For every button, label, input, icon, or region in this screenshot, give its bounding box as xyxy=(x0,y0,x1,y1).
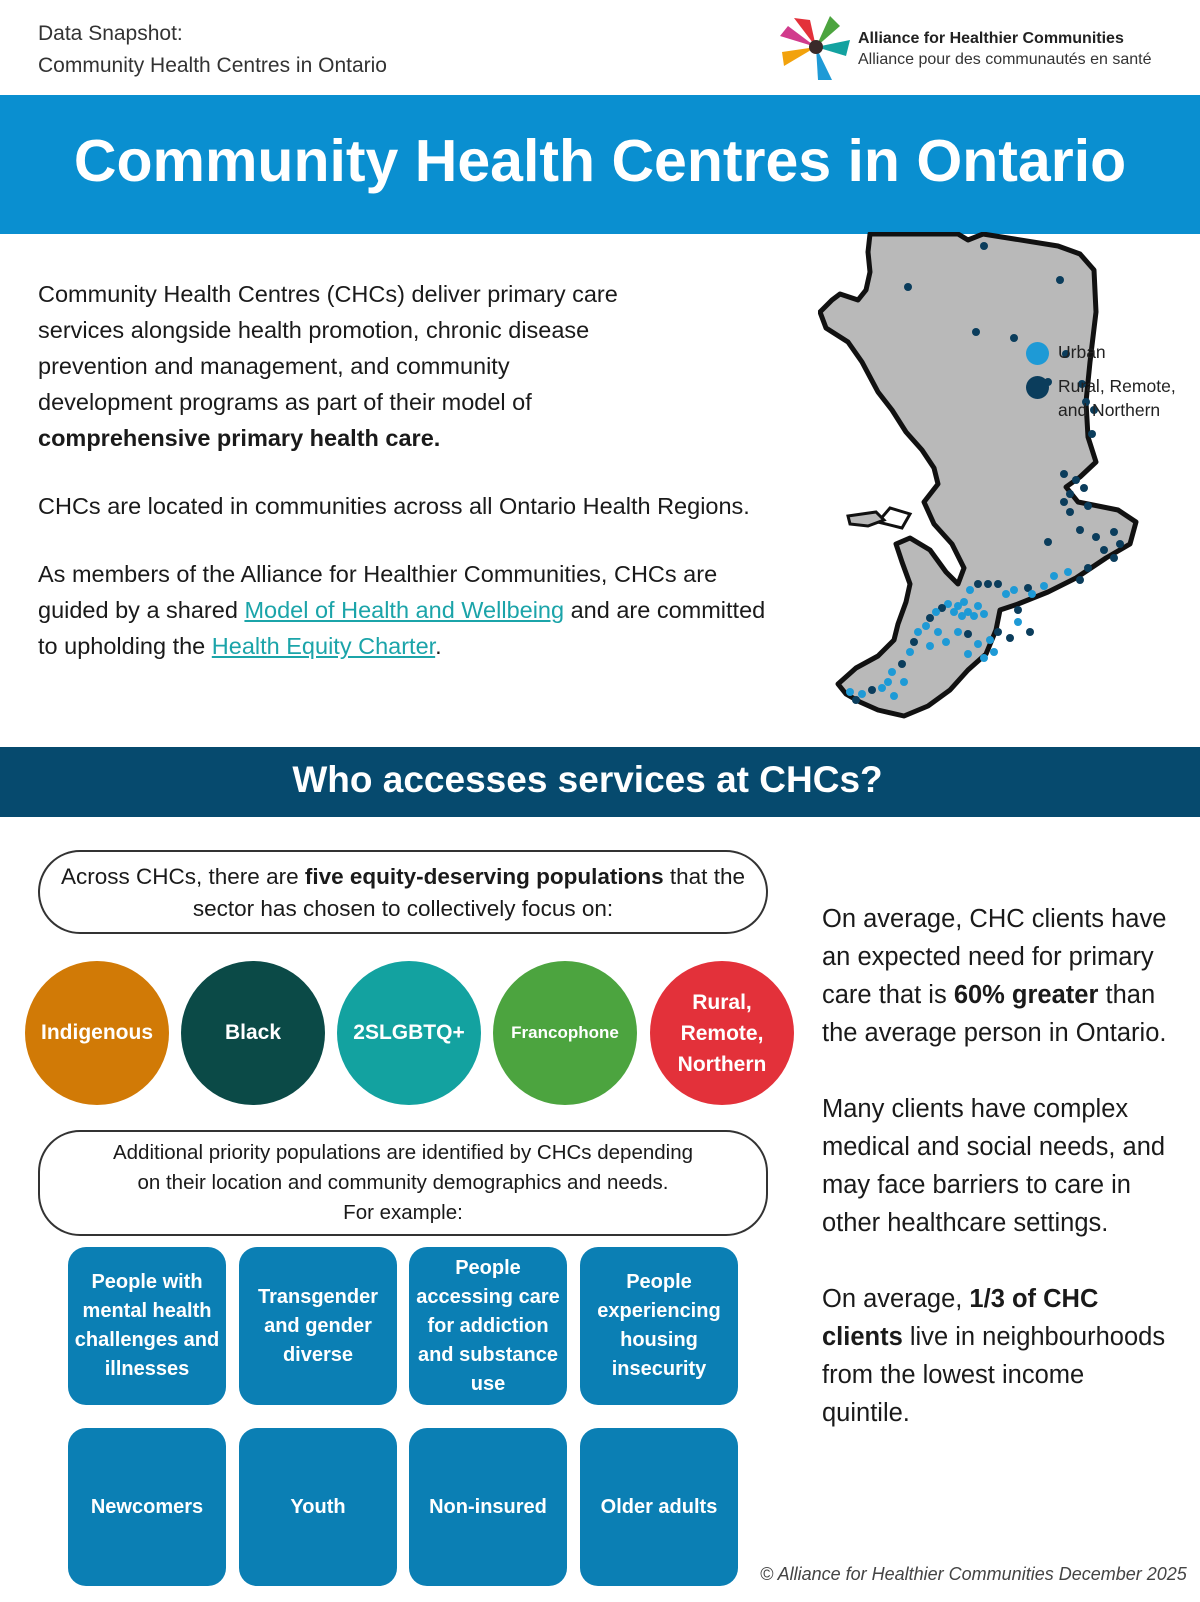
alliance-logo xyxy=(780,14,1180,84)
rural-chc-dot xyxy=(972,328,980,336)
rural-chc-dot xyxy=(1092,533,1100,541)
stat-1-b: than the average person in Ontario. xyxy=(822,981,1167,1047)
rural-chc-dot xyxy=(904,283,912,291)
population-rural-line-1: Rural, xyxy=(692,990,752,1014)
intro-p3-a: As members of the Alliance for Healthier Communities, CHCs are guided by a shared xyxy=(38,561,718,623)
logo-name-french: Alliance pour des communautés en santé xyxy=(858,51,1152,68)
legend-rural-line-2: and Northern xyxy=(1058,400,1161,420)
priority-newcomers-label: Newcomers xyxy=(90,1495,204,1518)
urban-chc-dot xyxy=(958,612,966,620)
intro-paragraph-2: CHCs are located in communities across all Ontario Health Regions. xyxy=(38,493,750,519)
rural-dot-icon xyxy=(1026,376,1049,399)
urban-chc-dot xyxy=(986,636,994,644)
urban-chc-dot xyxy=(884,678,892,686)
rural-chc-dot xyxy=(1110,554,1118,562)
page-title: Community Health Centres in Ontario xyxy=(73,128,1127,194)
snapshot-line-1: Data Snapshot: xyxy=(38,22,183,45)
population-rural-line-3: Northern xyxy=(677,1052,767,1076)
additional-line-1: Additional priority populations are identified by CHCs depending xyxy=(112,1141,694,1164)
urban-chc-dot xyxy=(980,610,988,618)
focus-text-a: Across CHCs, there are xyxy=(61,864,305,889)
urban-chc-dot xyxy=(888,668,896,676)
rural-chc-dot xyxy=(984,580,992,588)
population-indigenous-label: Indigenous xyxy=(41,1021,153,1044)
population-rural-remote-northern xyxy=(650,961,794,1105)
urban-chc-dot xyxy=(932,608,940,616)
rural-chc-dot xyxy=(868,686,876,694)
priority-non-insured xyxy=(409,1428,567,1586)
rural-chc-dot xyxy=(1084,564,1092,572)
section-title: Who accesses services at CHCs? xyxy=(292,759,883,800)
urban-chc-dot xyxy=(890,692,898,700)
rural-chc-dot xyxy=(1116,540,1124,548)
title-banner xyxy=(0,95,1200,234)
urban-chc-dot xyxy=(926,642,934,650)
priority-housing-label: People experiencing housing insecurity xyxy=(597,1271,721,1380)
rural-chc-dot xyxy=(1006,634,1014,642)
population-indigenous xyxy=(25,961,169,1105)
rural-chc-dot xyxy=(1110,528,1118,536)
urban-chc-dot xyxy=(858,690,866,698)
rural-chc-dot xyxy=(1088,430,1096,438)
priority-newcomers xyxy=(68,1428,226,1586)
priority-addiction-label: People accessing care for addiction and substance use xyxy=(416,1256,560,1395)
urban-chc-dot xyxy=(1002,590,1010,598)
priority-mental-health xyxy=(68,1247,226,1405)
urban-chc-dot xyxy=(1010,586,1018,594)
stat-1-a: On average, CHC clients have an expected need for primary care that is xyxy=(822,905,1167,1009)
rural-chc-dot xyxy=(1014,606,1022,614)
health-equity-charter-link[interactable]: Health Equity Charter xyxy=(211,633,436,659)
population-francophone xyxy=(493,961,637,1105)
snapshot-line-2: Community Health Centres in Ontario xyxy=(38,54,387,77)
urban-chc-dot xyxy=(970,612,978,620)
rural-chc-dot xyxy=(1044,538,1052,546)
priority-older-adults-label: Older adults xyxy=(600,1495,718,1518)
intro-p3-c: . xyxy=(435,633,442,659)
snapshot-heading xyxy=(38,18,387,82)
urban-dot-icon xyxy=(1026,342,1049,365)
rural-chc-dot xyxy=(1076,526,1084,534)
intro-text xyxy=(38,276,808,696)
priority-transgender xyxy=(239,1247,397,1405)
rural-chc-dot xyxy=(1100,546,1108,554)
urban-chc-dot xyxy=(974,640,982,648)
priority-older-adults xyxy=(580,1428,738,1586)
intro-paragraph-3 xyxy=(38,556,778,664)
stats-column xyxy=(822,900,1172,1470)
manitoulin-island-icon xyxy=(848,512,884,526)
priority-housing xyxy=(580,1247,738,1405)
urban-chc-dot xyxy=(966,586,974,594)
rural-chc-dot xyxy=(1072,476,1080,484)
rural-chc-dot xyxy=(1084,502,1092,510)
stat-3-bold: 1/3 of CHC clients xyxy=(822,1285,1099,1351)
urban-chc-dot xyxy=(990,648,998,656)
rural-chc-dot xyxy=(1066,490,1074,498)
rural-chc-dot xyxy=(1060,470,1068,478)
rural-chc-dot xyxy=(898,660,906,668)
urban-chc-dot xyxy=(878,684,886,692)
legend-rural-line-1: Rural, Remote, xyxy=(1058,376,1176,396)
additional-line-2: on their location and community demographics and needs. xyxy=(137,1171,669,1194)
model-of-health-link[interactable]: Model of Health and Wellbeing xyxy=(244,597,565,623)
population-black xyxy=(181,961,325,1105)
priority-non-insured-label: Non-insured xyxy=(429,1495,547,1518)
stat-complex-needs: Many clients have complex medical and social needs, and may face barriers to care in other healthcare settings. xyxy=(822,1095,1166,1237)
rural-chc-dot xyxy=(994,580,1002,588)
urban-chc-dot xyxy=(980,654,988,662)
focus-text-bold: five equity-deserving populations xyxy=(304,864,664,889)
focus-populations-callout xyxy=(38,850,768,934)
urban-chc-dot xyxy=(1064,568,1072,576)
intro-p1-text: Community Health Centres (CHCs) deliver primary care services alongside health promotion, chronic disease prevention and management, and community development programs as part of their model of xyxy=(38,281,618,415)
copyright-footer: © Alliance for Healthier Communities December 2025 xyxy=(760,1564,1187,1584)
priority-addiction xyxy=(409,1247,567,1405)
urban-chc-dot xyxy=(964,650,972,658)
rural-chc-dot xyxy=(910,638,918,646)
rural-chc-dot xyxy=(964,630,972,638)
rural-chc-dot xyxy=(926,614,934,622)
urban-chc-dot xyxy=(1028,590,1036,598)
intro-p1-bold: comprehensive primary health care. xyxy=(38,425,441,451)
additional-line-3: For example: xyxy=(343,1201,463,1224)
population-francophone-label: Francophone xyxy=(511,1023,619,1042)
additional-populations-callout xyxy=(38,1130,768,1236)
urban-chc-dot xyxy=(954,628,962,636)
priority-youth-label: Youth xyxy=(290,1495,346,1518)
urban-chc-dot xyxy=(900,678,908,686)
rural-chc-dot xyxy=(980,242,988,250)
stat-primary-care-need xyxy=(822,900,1172,1052)
population-black-label: Black xyxy=(224,1021,282,1044)
stat-3-b: live in neighbourhoods from the lowest income quintile. xyxy=(822,1323,1166,1427)
rural-chc-dot xyxy=(994,628,1002,636)
urban-chc-dot xyxy=(974,602,982,610)
ontario-map xyxy=(818,232,1178,732)
intro-paragraph-1 xyxy=(38,276,618,456)
legend-urban-label: Urban xyxy=(1058,342,1106,362)
focus-text-b: that the sector has chosen to collectively focus on: xyxy=(192,864,745,921)
rural-chc-dot xyxy=(1060,498,1068,506)
intro-p3-b: and are committed to upholding the xyxy=(38,597,766,659)
rural-chc-dot xyxy=(1010,334,1018,342)
priority-youth xyxy=(239,1428,397,1586)
rural-chc-dot xyxy=(1026,628,1034,636)
urban-chc-dot xyxy=(906,648,914,656)
population-rural-line-2: Remote, xyxy=(680,1021,764,1045)
stat-1-bold: 60% greater xyxy=(953,981,1099,1009)
section-header xyxy=(0,747,1200,817)
rural-chc-dot xyxy=(852,696,860,704)
rural-chc-dot xyxy=(974,580,982,588)
population-2slgbtq xyxy=(337,961,481,1105)
stat-3-a: On average, xyxy=(822,1285,970,1313)
urban-chc-dot xyxy=(846,688,854,696)
priority-mental-health-label: People with mental health challenges and illnesses xyxy=(74,1271,220,1380)
rural-chc-dot xyxy=(1056,276,1064,284)
urban-chc-dot xyxy=(942,638,950,646)
legend-rural xyxy=(1026,374,1176,422)
urban-chc-dot xyxy=(922,622,930,630)
legend-urban xyxy=(1026,340,1176,364)
urban-chc-dot xyxy=(1040,582,1048,590)
priority-transgender-label: Transgender and gender diverse xyxy=(257,1285,379,1366)
urban-chc-dot xyxy=(934,628,942,636)
urban-chc-dot xyxy=(1014,618,1022,626)
urban-chc-dot xyxy=(914,628,922,636)
population-2slgbtq-label: 2SLGBTQ+ xyxy=(353,1021,465,1044)
rural-chc-dot xyxy=(1066,508,1074,516)
rural-chc-dot xyxy=(1080,484,1088,492)
map-legend xyxy=(1026,340,1176,422)
rural-chc-dot xyxy=(1076,576,1084,584)
alliance-logo-mark-icon xyxy=(780,14,852,84)
logo-name-english: Alliance for Healthier Communities xyxy=(858,30,1124,47)
urban-chc-dot xyxy=(950,608,958,616)
urban-chc-dot xyxy=(1050,572,1058,580)
stat-income-quintile xyxy=(822,1280,1172,1432)
